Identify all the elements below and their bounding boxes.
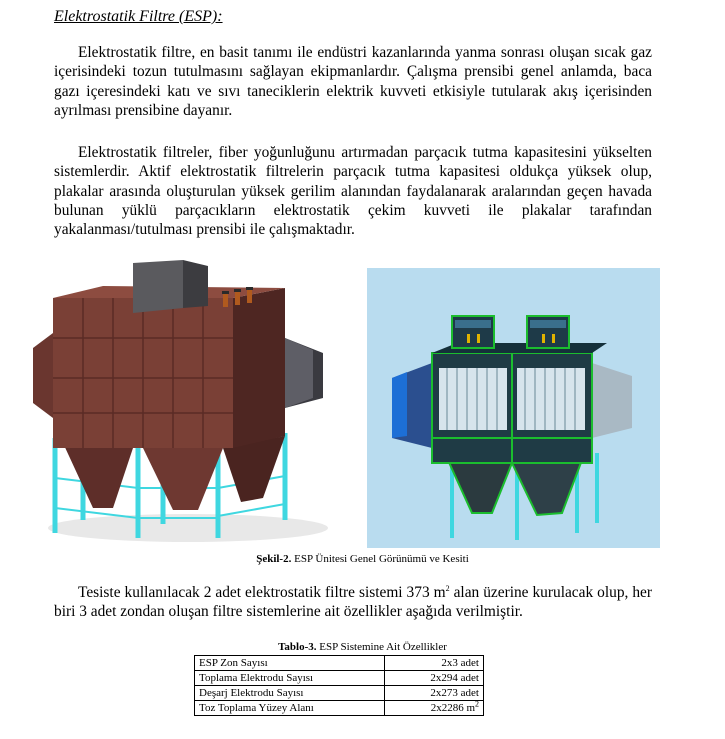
row-value-superscript: 2 [475,699,479,709]
paragraph-principle: Elektrostatik filtreler, fiber yoğunluğunu artırmadan parçacık tutma kapasitesini yükselten sistemlerdir. Aktif elektrostatik filtrelerin parçacık tutma kapasitesi oldukça yüksek olup, plakalar arasında oluşturulan yüksek gerilim alanından faydalanarak aralarından geçen havada bulunan yüklü parçacıkların elektrostatik çekim kuvveti ile plakalar tarafından yakalanması/tutulması prensibi ile çalışmaktadır. [54,144,652,239]
paragraph-installation [54,583,652,622]
table-row [195,701,484,716]
figure-caption [0,553,725,565]
figure-caption-text: ESP Ünitesi Genel Görünümü ve Kesiti [291,553,469,565]
area-unit-superscript: 2 [445,583,450,593]
row-value: 2x3 adet [385,656,484,671]
row-label: Toplama Elektrodu Sayısı [195,671,385,686]
row-value [385,701,484,716]
row-label: Deşarj Elektrodu Sayısı [195,686,385,701]
paragraph-installation-part1: Tesiste kullanılacak 2 adet elektrostatik filtre sistemi 373 m [78,584,446,601]
table-title [0,641,725,653]
table-row [195,686,484,701]
row-label: ESP Zon Sayısı [195,656,385,671]
esp-section-view-image [367,268,660,548]
row-value-text: 2x2286 m [430,702,475,714]
row-value: 2x273 adet [385,686,484,701]
paragraph-installation-part2: alan üzerine kurulacak olup, her biri 3 adet zondan oluşan filtre sistemlerine ait özellikler aşağıda verilmiştir. [54,584,652,621]
esp-spec-table [194,655,484,716]
table-title-label: Tablo-3. [278,641,317,653]
table-row [195,671,484,686]
row-value: 2x294 adet [385,671,484,686]
table-title-text: ESP Sistemine Ait Özellikler [316,641,447,653]
figure-caption-label: Şekil-2. [256,553,292,565]
paragraph-definition: Elektrostatik filtre, en basit tanımı ile endüstri kazanlarında yanma sonrası oluşan sıcak gaz içerisindeki tozun tutulmasını sağlayan ekipmanlardır. Çalışma prensibi genel anlamda, baca gazı içeresindeki katı ve sıvı taneciklerin elektrik kuvveti etkisiyle tutularak akış içerisinden ayrılması prensibine dayanır. [54,44,652,119]
section-heading: Elektrostatik Filtre (ESP): [54,8,223,25]
esp-general-view-image [23,258,343,548]
table-row [195,656,484,671]
row-label: Toz Toplama Yüzey Alanı [195,701,385,716]
